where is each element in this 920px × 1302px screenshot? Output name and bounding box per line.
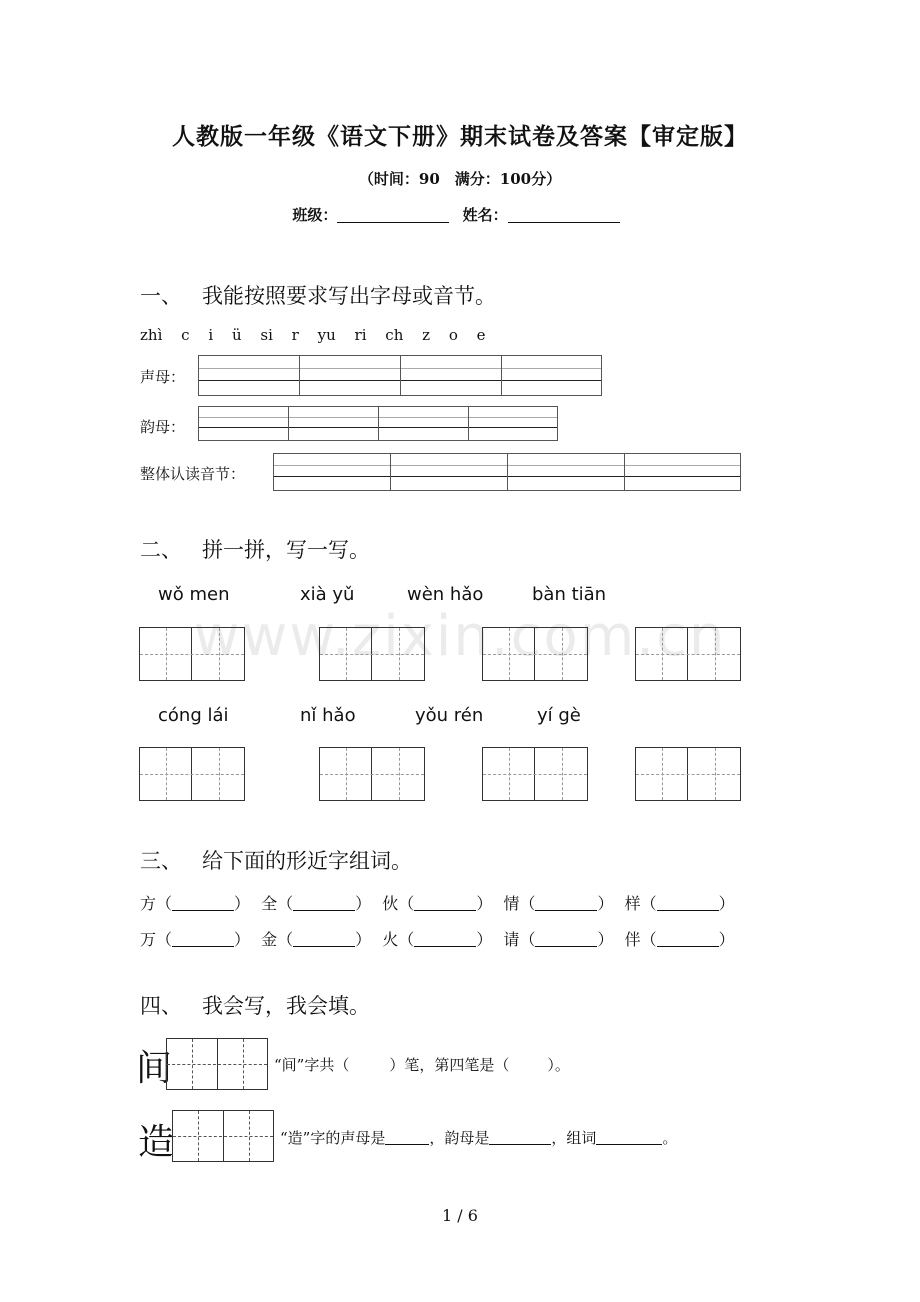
answer-blank[interactable]	[489, 1130, 551, 1145]
char: 伴	[624, 930, 641, 949]
letter-item: yu	[317, 326, 336, 344]
section3-heading	[140, 845, 412, 875]
pinyin-label: wǒ men	[158, 584, 230, 605]
tianzige-box[interactable]	[139, 747, 245, 801]
section2-title: 拼一拼，写一写。	[202, 538, 370, 562]
char: 金	[261, 930, 278, 949]
answer-blank[interactable]	[172, 932, 234, 947]
page-number: 1 / 6	[442, 1206, 478, 1225]
char: 请	[503, 930, 520, 949]
char: 万	[140, 930, 157, 949]
tianzige-box[interactable]	[635, 747, 741, 801]
tianzige-box[interactable]	[319, 627, 425, 681]
letter-item: si	[260, 326, 273, 344]
section3-number: 三、	[140, 849, 182, 873]
class-label: 班级：	[292, 206, 338, 224]
letter-item: c	[181, 326, 190, 344]
answer-blank[interactable]	[414, 932, 476, 947]
answer-blank[interactable]	[657, 896, 719, 911]
word-row-2: 万（ ） 金（ ） 火（ ） 请（ ） 伴（ ）	[140, 930, 735, 949]
pinyin-label: nǐ hǎo	[300, 705, 356, 726]
pinyin-label: yí gè	[537, 705, 581, 726]
letter-item: e	[476, 326, 486, 344]
writing-grid-jian[interactable]	[166, 1038, 268, 1090]
tianzige-box[interactable]	[635, 627, 741, 681]
answer-blank[interactable]	[172, 896, 234, 911]
class-name-line	[0, 204, 920, 225]
char: 样	[624, 894, 641, 913]
letter-item: r	[291, 326, 299, 344]
answer-blank[interactable]	[657, 932, 719, 947]
char: 情	[503, 894, 520, 913]
section2-number: 二、	[140, 538, 182, 562]
question-zao: “造”字的声母是 ，韵母是 ，组词 。	[280, 1129, 678, 1147]
letter-item: ch	[385, 326, 404, 344]
big-char-jian: 间	[136, 1048, 173, 1089]
letters-list	[140, 326, 500, 344]
tianzige-box[interactable]	[482, 627, 588, 681]
char: 伙	[382, 894, 399, 913]
name-blank	[508, 206, 620, 223]
section3-title: 给下面的形近字组词。	[202, 849, 412, 873]
char: 全	[261, 894, 278, 913]
answer-blank[interactable]	[385, 1130, 429, 1145]
tianzige-box[interactable]	[319, 747, 425, 801]
finals-label: 韵母：	[140, 418, 186, 436]
tianzige-box[interactable]	[139, 627, 245, 681]
question-jian: “间”字共（ ）笔，第四笔是（ ）。	[274, 1056, 570, 1074]
name-label: 姓名：	[462, 206, 508, 224]
char: 火	[382, 930, 399, 949]
pinyin-label: yǒu rén	[415, 705, 484, 726]
letter-item: zhì	[140, 326, 163, 344]
answer-blank[interactable]	[535, 896, 597, 911]
whole-syllables-label: 整体认读音节：	[140, 465, 246, 483]
section1-heading	[140, 280, 496, 310]
exam-subtitle: （时间：90 满分：100分）	[358, 170, 562, 188]
letter-item: i	[208, 326, 214, 344]
pinyin-label: cóng lái	[158, 705, 229, 726]
answer-blank[interactable]	[596, 1130, 662, 1145]
section2-heading	[140, 534, 370, 564]
big-char-zao: 造	[138, 1122, 175, 1163]
section4-heading	[140, 990, 370, 1020]
class-blank	[337, 206, 449, 223]
answer-blank[interactable]	[293, 896, 355, 911]
tianzige-box[interactable]	[482, 747, 588, 801]
letter-item: ri	[354, 326, 367, 344]
answer-blank[interactable]	[293, 932, 355, 947]
letter-item: z	[422, 326, 431, 344]
char: 方	[140, 894, 157, 913]
exam-title: 人教版一年级《语文下册》期末试卷及答案【审定版】	[172, 123, 748, 150]
pinyin-label: xià yǔ	[300, 584, 355, 605]
pinyin-label: bàn tiān	[532, 584, 607, 605]
section4-number: 四、	[140, 994, 182, 1018]
writing-grid-zao[interactable]	[172, 1110, 274, 1162]
watermark: www.zixin.com.cn	[193, 604, 727, 669]
pinyin-label: wèn hǎo	[407, 584, 484, 605]
answer-blank[interactable]	[414, 896, 476, 911]
answer-blank[interactable]	[535, 932, 597, 947]
initials-label: 声母：	[140, 368, 186, 386]
word-row-1: 方（ ） 全（ ） 伙（ ） 情（ ） 样（ ）	[140, 894, 735, 913]
section1-number: 一、	[140, 284, 182, 308]
section1-title: 我能按照要求写出字母或音节。	[202, 284, 496, 308]
letter-item: ü	[231, 326, 242, 344]
letter-item: o	[448, 326, 458, 344]
section4-title: 我会写，我会填。	[202, 994, 370, 1018]
